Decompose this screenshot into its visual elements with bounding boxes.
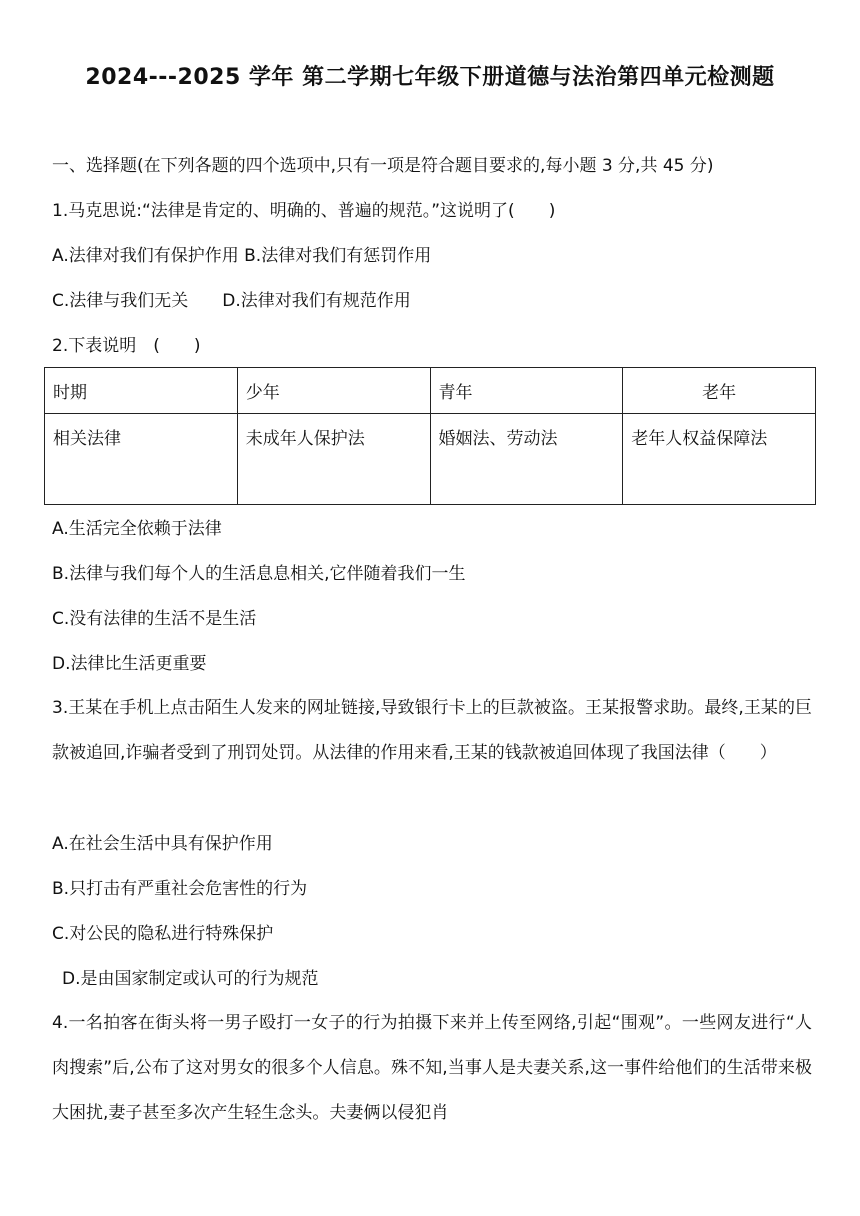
question-4-stem: 4.一名拍客在街头将一男子殴打一女子的行为拍摄下来并上传至网络,引起“围观”。一些网友进行“人肉搜索”后,公布了这对男女的很多个人信息。殊不知,当事人是夫妻关系,这一事件给他们的生活带来极大困扰,妻子甚至多次产生轻生念头。夫妻俩以侵犯肖: [52, 1013, 812, 1123]
table-cell: 婚姻法、劳动法: [430, 414, 623, 505]
table-cell: 老年人权益保障法: [623, 414, 816, 505]
question-2-stem: 2.下表说明 ( ): [52, 336, 201, 356]
law-stage-table: [44, 367, 816, 505]
table-row: [45, 414, 816, 505]
table-cell: 相关法律: [45, 414, 238, 505]
question-3-option-d: D.是由国家制定或认可的行为规范: [62, 969, 319, 989]
table-header-row: [45, 368, 816, 414]
question-3-stem: 3.王某在手机上点击陌生人发来的网址链接,导致银行卡上的巨款被盗。王某报警求助。最终,王某的巨款被追回,诈骗者受到了刑罚处罚。从法律的作用来看,王某的钱款被追回体现了我国法律（ ）: [52, 698, 812, 763]
document-title: 2024---2025 学年 第二学期七年级下册道德与法治第四单元检测题: [85, 65, 775, 90]
table-header-cell: 老年: [623, 368, 816, 414]
table-header-cell: 少年: [237, 368, 430, 414]
question-2-option-d: D.法律比生活更重要: [52, 654, 207, 674]
question-3-option-a: A.在社会生活中具有保护作用: [52, 834, 273, 854]
table-header-cell: 时期: [45, 368, 238, 414]
table-header-cell: 青年: [430, 368, 623, 414]
table-cell: 未成年人保护法: [237, 414, 430, 505]
question-2-option-c: C.没有法律的生活不是生活: [52, 609, 257, 629]
question-2-option-a: A.生活完全依赖于法律: [52, 519, 222, 539]
question-2-option-b: B.法律与我们每个人的生活息息相关,它伴随着我们一生: [52, 564, 466, 584]
question-3-option-b: B.只打击有严重社会危害性的行为: [52, 879, 308, 899]
question-3-option-c: C.对公民的隐私进行特殊保护: [52, 924, 274, 944]
section-heading: 一、选择题(在下列各题的四个选项中,只有一项是符合题目要求的,每小题 3 分,共 45 分): [52, 156, 714, 176]
question-1-options-cd: C.法律与我们无关 D.法律对我们有规范作用: [52, 291, 411, 311]
question-1-options-ab: A.法律对我们有保护作用 B.法律对我们有惩罚作用: [52, 246, 432, 266]
question-1-stem: 1.马克思说:“法律是肯定的、明确的、普遍的规范。”这说明了( ): [52, 201, 556, 221]
